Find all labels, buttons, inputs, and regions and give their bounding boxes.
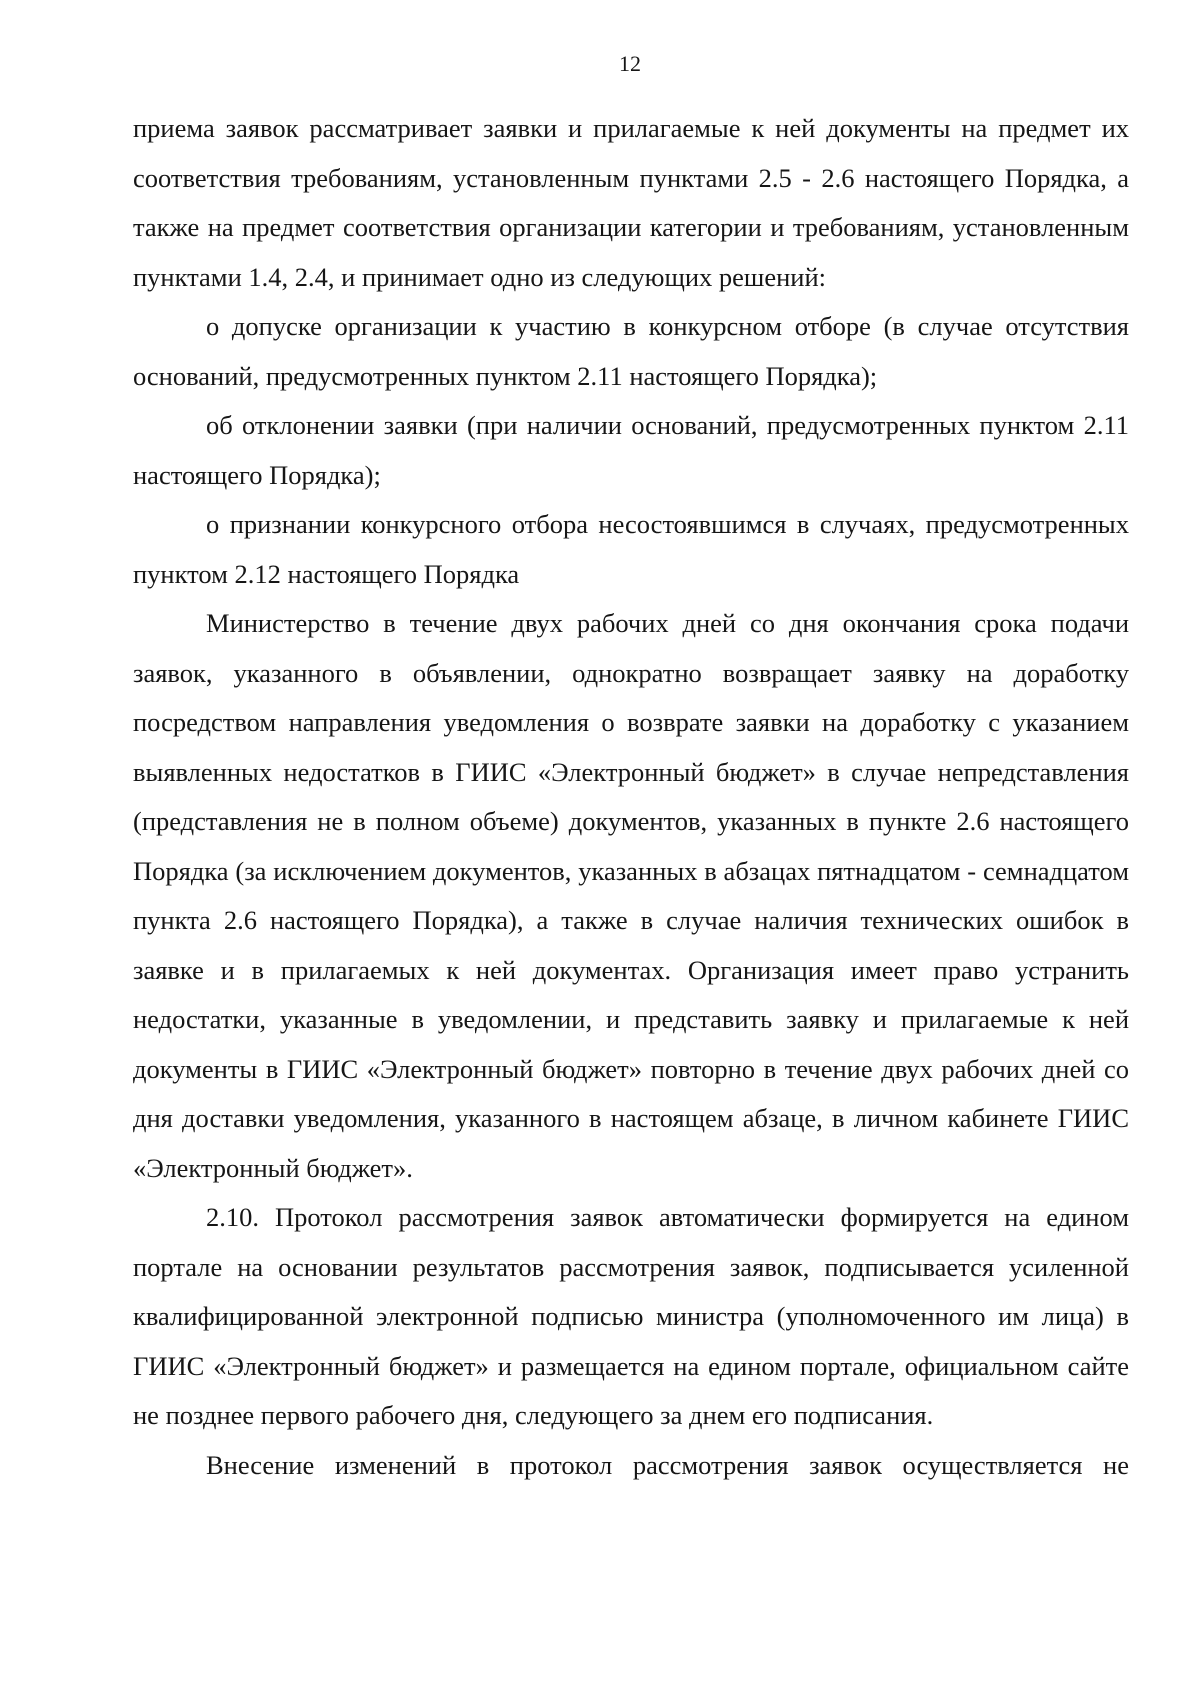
document-body [133,104,1129,1490]
paragraph-rejection-decision: об отклонении заявки (при наличии оснований, предусмотренных пунктом 2.11 настоящего Порядка); [133,410,1129,490]
paragraph-continuation: приема заявок рассматривает заявки и прилагаемые к ней документы на предмет их соответствия требованиям, установленным пунктами 2.5 - 2.6 настоящего Порядка, а также на предмет соответствия организации категории и требованиям, установленным пунктами 1.4, 2.4, и принимает одно из следующих решений: [133,113,1129,292]
paragraph-failed-selection-decision: о признании конкурсного отбора несостоявшимся в случаях, предусмотренных пунктом 2.12 настоящего Порядка [133,509,1129,589]
paragraph-section-2-10: 2.10. Протокол рассмотрения заявок автоматически формируется на едином портале на основании результатов рассмотрения заявок, подписывается усиленной квалифицированной электронной подписью министра (уполномоченного им лица) в ГИИС «Электронный бюджет» и размещается на едином портале, официальном сайте не позднее первого рабочего дня, следующего за днем его подписания. [133,1202,1129,1430]
paragraph-protocol-changes: Внесение изменений в протокол рассмотрения заявок осуществляется не [206,1449,1129,1480]
page-number: 12 [619,51,641,76]
paragraph-admission-decision: о допуске организации к участию в конкурсном отборе (в случае отсутствия оснований, предусмотренных пунктом 2.11 настоящего Порядка); [133,311,1129,391]
paragraph-ministry-return: Министерство в течение двух рабочих дней со дня окончания срока подачи заявок, указанного в объявлении, однократно возвращает заявку на доработку посредством направления уведомления о возврате заявки на доработку с указанием выявленных недостатков в ГИИС «Электронный бюджет» в случае непредставления (представления не в полном объеме) документов, указанных в пункте 2.6 настоящего Порядка (за исключением документов, указанных в абзацах пятнадцатом - семнадцатом пункта 2.6 настоящего Порядка), а также в случае наличия технических ошибок в заявке и в прилагаемых к ней документах. Организация имеет право устранить недостатки, указанные в уведомлении, и представить заявку и прилагаемые к ней документы в ГИИС «Электронный бюджет» повторно в течение двух рабочих дней со дня доставки уведомления, указанного в настоящем абзаце, в личном кабинете ГИИС «Электронный бюджет». [133,608,1129,1183]
